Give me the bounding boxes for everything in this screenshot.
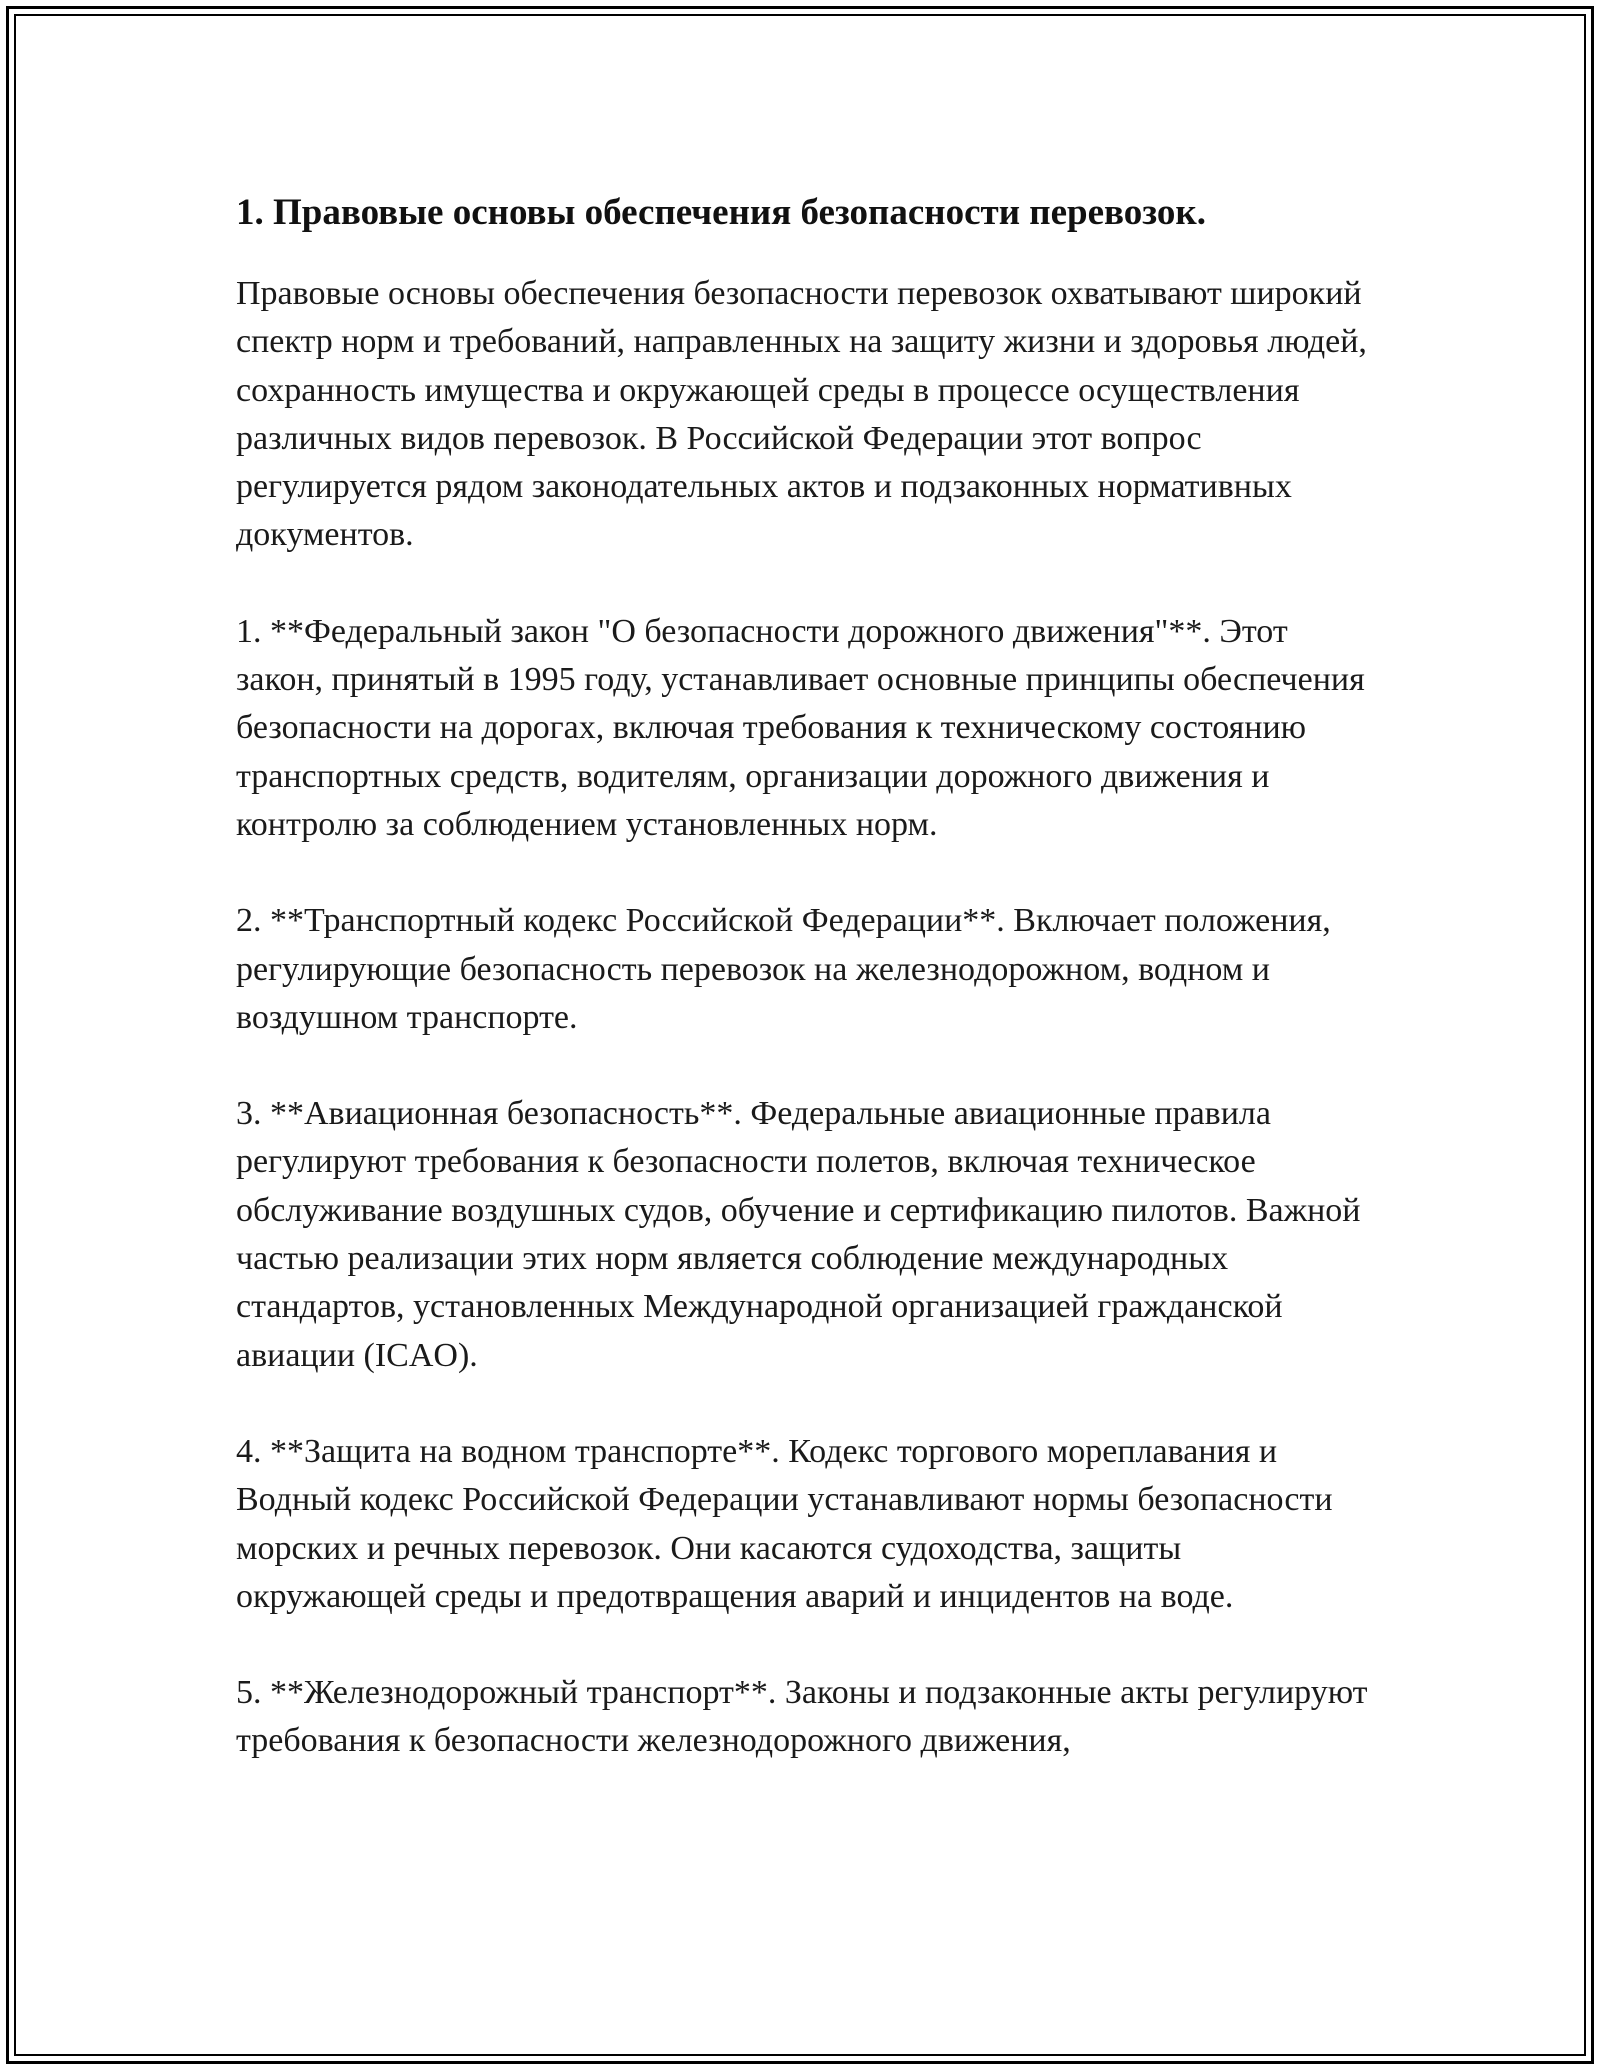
document-body [236, 186, 1376, 1814]
paragraph-item-5: 5. **Железнодорожный транспорт**. Законы и подзаконные акты регулируют требования к безопасности железнодорожного движения, [236, 1674, 1368, 1760]
paragraph-item-4: 4. **Защита на водном транспорте**. Кодекс торгового мореплавания и Водный кодекс Российской Федерации устанавливают нормы безопасности морских и речных перевозок. Они касаются судоходства, защиты окружающей среды и предотвращения аварий и инцидентов на воде. [236, 1432, 1333, 1615]
paragraph-item-2: 2. **Транспортный кодекс Российской Федерации**. Включает положения, регулирующие безопасность перевозок на железнодорожном, водном и воздушном транспорте. [236, 902, 1331, 1036]
paragraph-item-1: 1. **Федеральный закон "О безопасности дорожного движения"**. Этот закон, принятый в 1995 году, устанавливает основные принципы обеспечения безопасности на дорогах, включая требования к техническому состоянию транспортных средств, водителям, организации дорожного движения и контролю за соблюдением установленных норм. [236, 612, 1365, 843]
paragraph-intro: Правовые основы обеспечения безопасности перевозок охватывают широкий спектр норм и требований, направленных на защиту жизни и здоровья людей, сохранность имущества и окружающей среды в процессе осуществления различных видов перевозок. В Российской Федерации этот вопрос регулируется рядом законодательных актов и подзаконных нормативных документов. [236, 275, 1367, 554]
section-heading: 1. Правовые основы обеспечения безопасности перевозок. [236, 192, 1206, 233]
paragraph-item-3: 3. **Авиационная безопасность**. Федеральные авиационные правила регулируют требования к безопасности полетов, включая техническое обслуживание воздушных судов, обучение и сертификацию пилотов. Важной частью реализации этих норм является соблюдение международных стандартов, установленных Международной организацией гражданской авиации (ICAO). [236, 1095, 1361, 1374]
